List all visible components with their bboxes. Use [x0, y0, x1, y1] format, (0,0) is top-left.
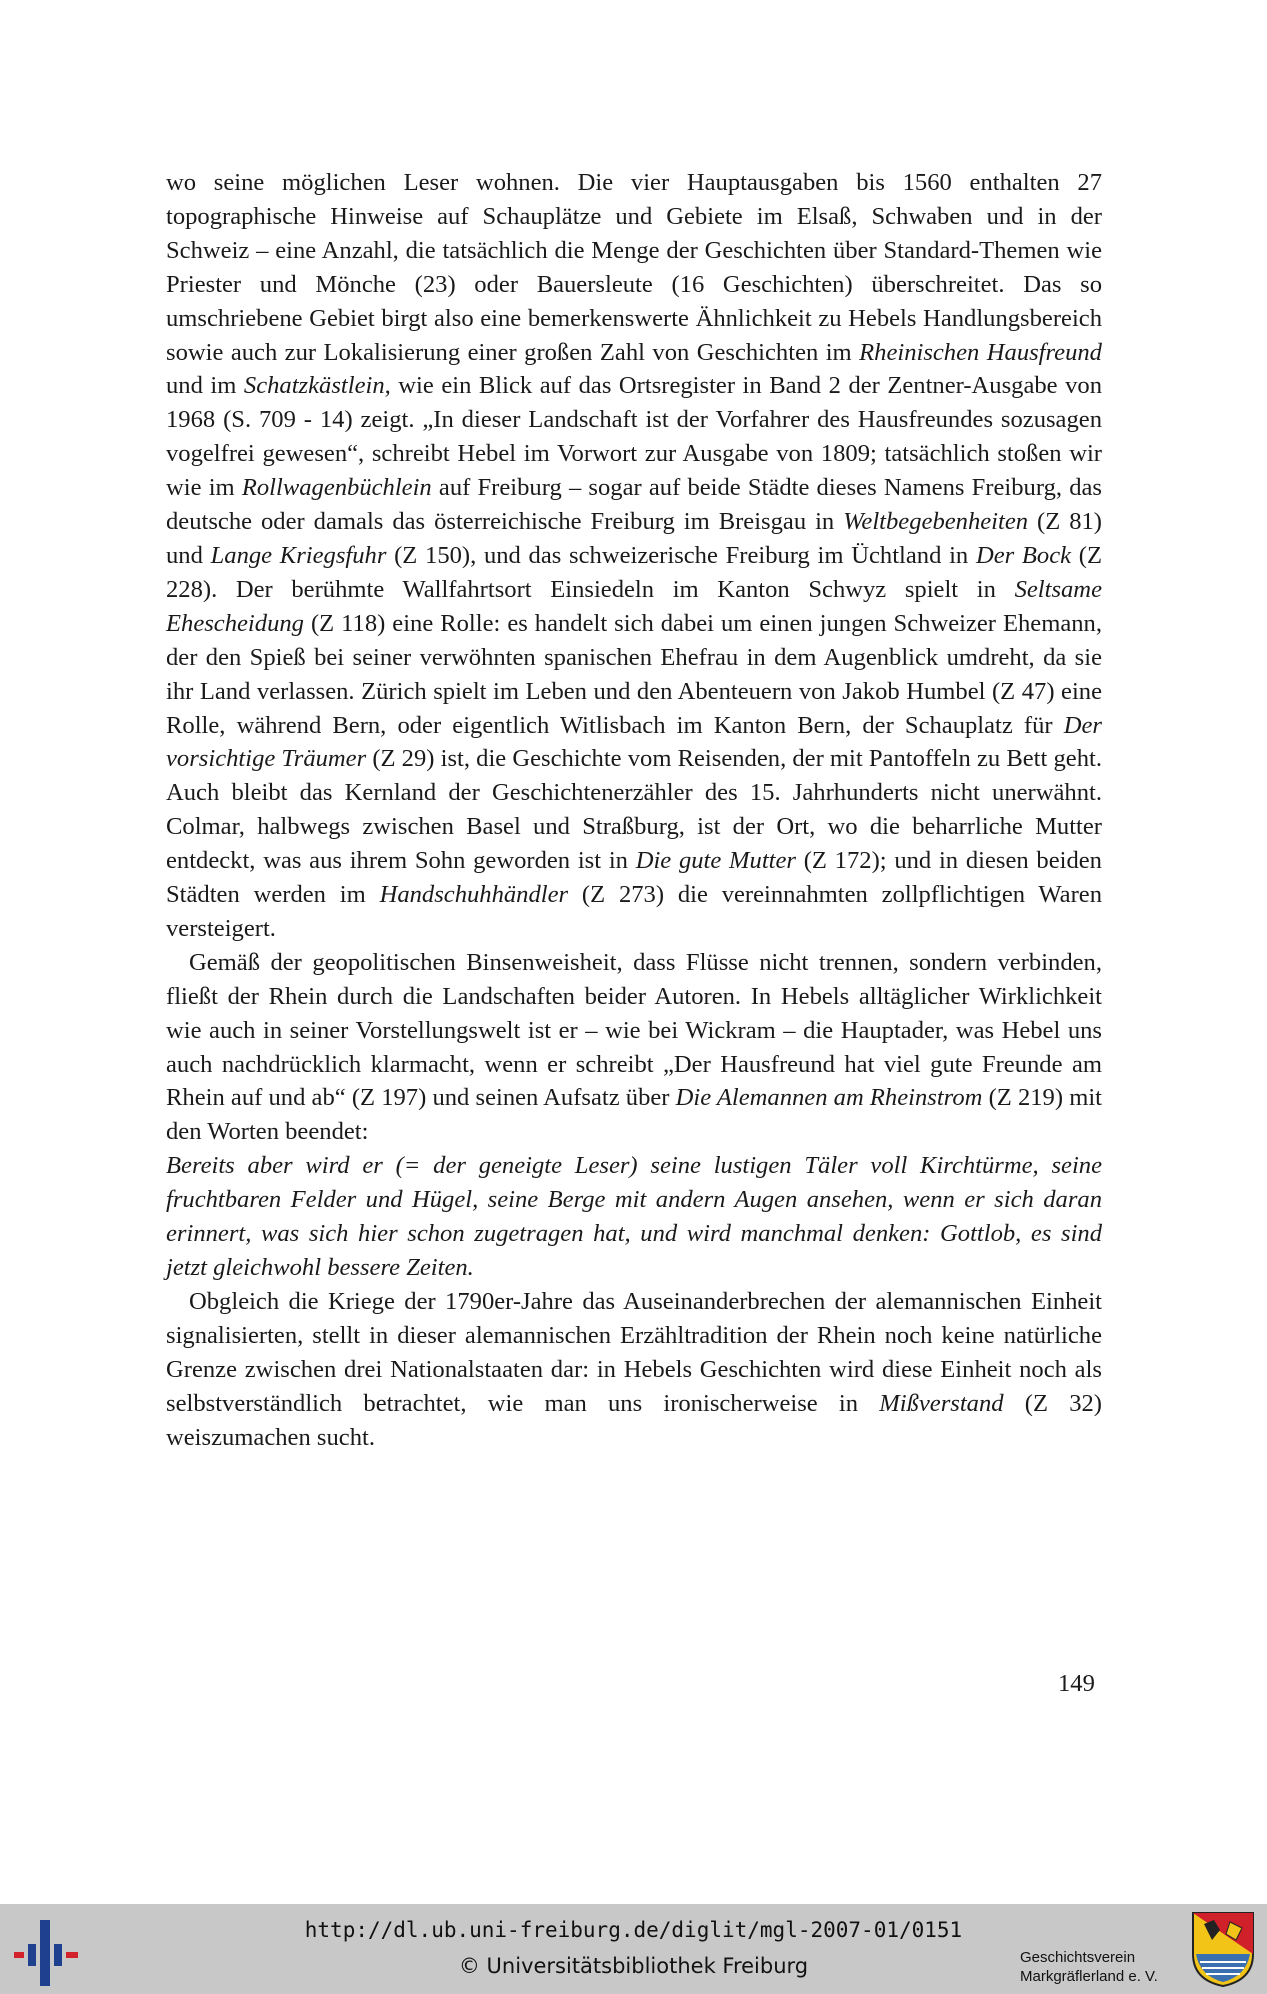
org-line-2: Markgräflerland e. V.	[1020, 1968, 1158, 1985]
body-text	[166, 166, 1102, 1454]
footer-bar	[0, 1904, 1267, 1994]
paragraph-3: Obgleich die Kriege der 1790er-Jahre das Auseinanderbrechen der alemannischen Einheit signalisierten, stellt in dieser alemannischen Erzähltradition der Rhein noch keine natürliche Grenze zwischen drei Nationalstaaten dar: in Hebels Geschichten wird diese Einheit noch als selbstverständlich betrachtet, wie man uns ironischerweise in Mißverstand (Z 32) weiszumachen sucht.	[166, 1287, 1102, 1451]
page-number: 149	[1058, 1670, 1095, 1697]
org-line-1: Geschichtsverein	[1020, 1949, 1136, 1966]
footer-url-link[interactable]: http://dl.ub.uni-freiburg.de/diglit/mgl-2007-01/0151	[304, 1918, 963, 1942]
coat-of-arms-icon	[1190, 1910, 1256, 1988]
paragraph-2: Gemäß der geopolitischen Binsenweisheit, dass Flüsse nicht trennen, sondern verbinden, fließt der Rhein durch die Landschaften beider Autoren. In Hebels alltäglicher Wirklichkeit wie auch in seiner Vorstellungswelt ist er – wie bei Wickram – die Hauptader, was Hebel uns auch nachdrücklich klarmacht, wenn er schreibt „Der Hausfreund hat viel gute Freunde am Rhein auf und ab“ (Z 197) und seinen Aufsatz über Die Alemannen am Rheinstrom (Z 219) mit den Worten beendet:	[166, 948, 1102, 1146]
footer-org-name	[1020, 1948, 1190, 1986]
paragraph-1: wo seine möglichen Leser wohnen. Die vier Hauptausgaben bis 1560 enthalten 27 topographische Hinweise auf Schauplätze und Gebiete im Elsaß, Schwaben und in der Schweiz – eine Anzahl, die tatsächlich die Menge der Geschichten über Standard-Themen wie Priester und Mönche (23) oder Bauersleute (16 Geschichten) überschreitet. Das so umschriebene Gebiet birgt also eine bemerkenswerte Ähnlichkeit zu Hebels Handlungsbereich sowie auch zur Lokalisierung einer großen Zahl von Geschichten im Rheinischen Hausfreund und im Schatzkästlein, wie ein Blick auf das Ortsregister in Band 2 der Zentner-Ausgabe von 1968 (S. 709 - 14) zeigt. „In dieser Landschaft ist der Vorfahrer des Hausfreundes sozusagen vogelfrei gewesen“, schreibt Hebel im Vorwort zur Ausgabe von 1809; tatsächlich stoßen wir wie im Rollwagenbüchlein auf Freiburg – sogar auf beide Städte dieses Namens Freiburg, das deutsche oder damals das österreichische Freiburg im Breisgau in Weltbegebenheiten (Z 81) und Lange Kriegsfuhr (Z 150), und das schweizerische Freiburg im Üchtland in Der Bock (Z 228). Der berühmte Wallfahrtsort Einsiedeln im Kanton Schwyz spielt in Seltsame Ehescheidung (Z 118) eine Rolle: es handelt sich dabei um einen jungen Schweizer Ehemann, der den Spieß bei seiner verwöhnten spanischen Ehefrau in dem Augenblick umdreht, da sie ihr Land verlassen. Zürich spielt im Leben und den Abenteuern von Jakob Humbel (Z 47) eine Rolle, während Bern, oder eigentlich Witlisbach im Kanton Bern, der Schauplatz für Der vorsichtige Träumer (Z 29) ist, die Geschichte vom Reisenden, der mit Pantoffeln zu Bett geht. Auch bleibt das Kernland der Geschichtenerzähler des 15. Jahrhunderts nicht unerwähnt. Colmar, halbwegs zwischen Basel und Straßburg, ist der Ort, wo die beharrliche Mutter entdeckt, was aus ihrem Sohn geworden ist in Die gute Mutter (Z 172); und in diesen beiden Städten werden im Handschuhhändler (Z 273) die vereinnahmten zollpflichtigen Waren versteigert.	[166, 169, 1103, 942]
ub-freiburg-logo-icon	[14, 1914, 80, 1986]
block-quote: Bereits aber wird er (= der geneigte Leser) seine lustigen Täler voll Kirchtürme, seine fruchtbaren Felder und Hügel, seine Berge mit andern Augen ansehen, wenn er sich daran erinnert, was sich hier schon zugetragen hat, und wird manchmal denken: Gottlob, es sind jetzt gleichwohl bessere Zeiten.	[166, 1152, 1102, 1281]
footer-copyright: © Universitätsbibliothek Freiburg	[458, 1954, 809, 1978]
